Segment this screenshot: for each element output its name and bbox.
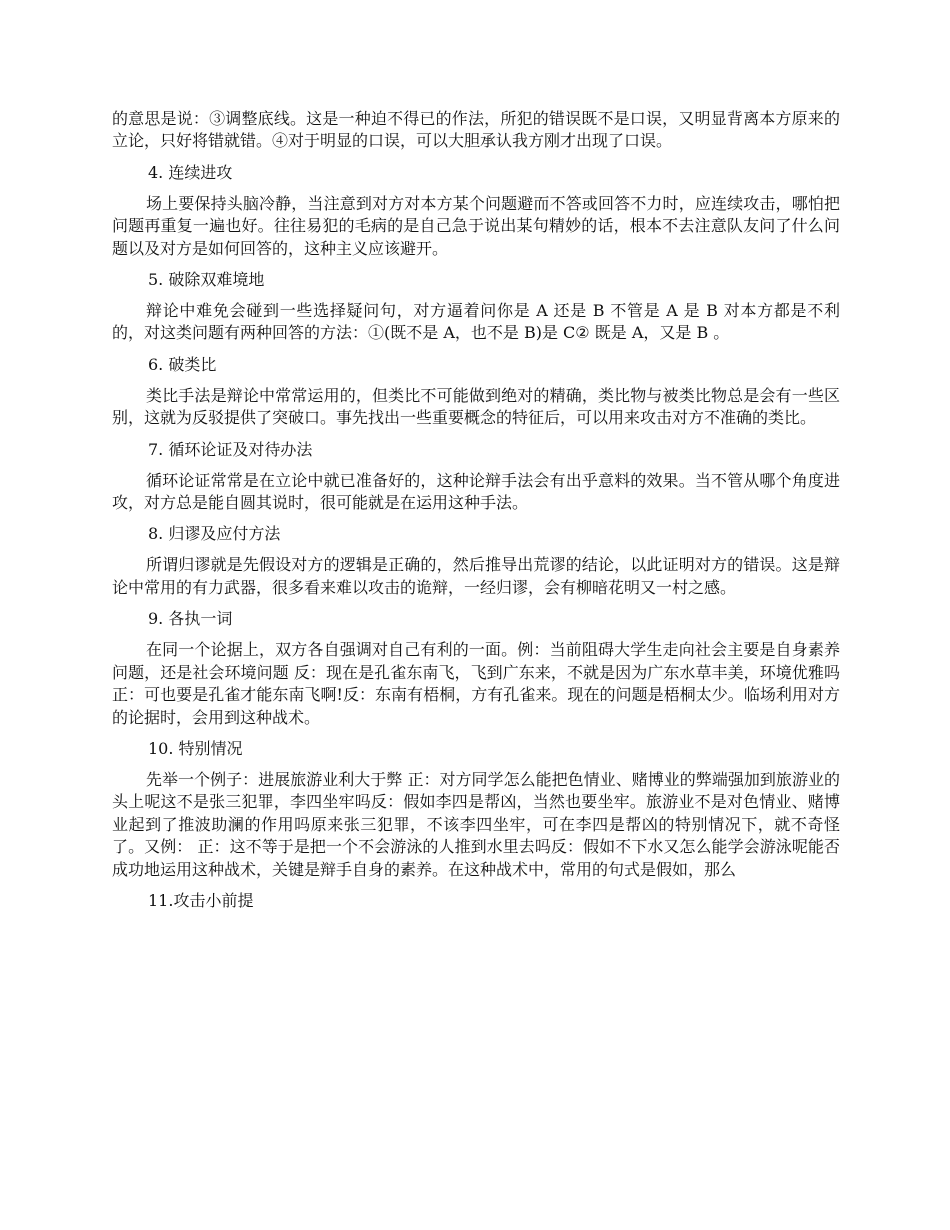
heading-circular-argument: 7. 循环论证及对待办法 bbox=[148, 439, 313, 459]
paragraph-break-dilemma: 辩论中难免会碰到一些选择疑问句，对方逼着问你是 A 还是 B 不管是 A 是 B 对本方都是不利的，对这类问题有两种回答的方法：①(既不是 A，也不是 B)是 C② 既是 A，又是 B 。 bbox=[112, 301, 840, 343]
document-page bbox=[112, 108, 840, 921]
heading-each-side: 9. 各执一词 bbox=[148, 609, 233, 629]
paragraph-circular-argument: 循环论证常常是在立论中就已准备好的，这种论辩手法会有出乎意料的效果。当不管从哪个角度进攻，对方总是能自圆其说时，很可能就是在运用这种手法。 bbox=[112, 470, 840, 513]
heading-break-dilemma: 5. 破除双难境地 bbox=[148, 270, 265, 290]
paragraph-intro: 的意思是说：③调整底线。这是一种迫不得已的作法，所犯的错误既不是口误，又明显背离本方原来的立论，只好将错就错。④对于明显的口误，可以大胆承认我方刚才出现了口误。 bbox=[112, 109, 840, 151]
paragraph-each-side: 在同一个论据上，双方各自强调对自己有利的一面。例：当前阻碍大学生走向社会主要是自身素养问题，还是社会环境问题 反：现在是孔雀东南飞，飞到广东来，不就是因为广东水草丰美，环境优雅吗 正：可也要是孔雀才能东南飞啊!反：东南有梧桐，方有孔雀来。现在的问题是梧桐太少。临场利用对方的论据时，会用到这种战术。 bbox=[112, 640, 840, 727]
paragraph-special-case: 先举一个例子：进展旅游业利大于弊 正：对方同学怎么能把色情业、赌博业的弊端强加到旅游业的头上呢这不是张三犯罪，李四坐牢吗反：假如李四是帮凶，当然也要坐牢。旅游业不是对色情业、赌博业起到了推波助澜的作用吗原来张三犯罪，不该李四坐牢，可在李四是帮凶的特别情况下，就不奇怪了。又例： 正：这不等于是把一个不会游泳的人推到水里去吗反：假如不下水又怎么能学会游泳呢能否成功地运用这种战术，关键是辩手自身的素养。在这种战术中，常用的句式是假如，那么 bbox=[112, 769, 840, 879]
heading-attack-minor-premise: 11.攻击小前提 bbox=[148, 890, 254, 910]
heading-reductio: 8. 归谬及应付方法 bbox=[148, 524, 281, 544]
heading-special-case: 10. 特别情况 bbox=[148, 738, 243, 758]
heading-continuous-attack: 4. 连续进攻 bbox=[148, 162, 233, 182]
heading-break-analogy: 6. 破类比 bbox=[148, 354, 217, 374]
paragraph-continuous-attack: 场上要保持头脑冷静，当注意到对方对本方某个问题避而不答或回答不力时，应连续攻击，哪怕把问题再重复一遍也好。往往易犯的毛病的是自己急于说出某句精妙的话，根本不去注意队友问了什么问题以及对方是如何回答的，这种主义应该避开。 bbox=[112, 193, 840, 258]
paragraph-break-analogy: 类比手法是辩论中常常运用的，但类比不可能做到绝对的精确，类比物与被类比物总是会有一些区别，这就为反驳提供了突破口。事先找出一些重要概念的特征后，可以用来攻击对方不准确的类比。 bbox=[112, 385, 840, 428]
paragraph-reductio: 所谓归谬就是先假设对方的逻辑是正确的，然后推导出荒谬的结论，以此证明对方的错误。这是辩论中常用的有力武器，很多看来难以攻击的诡辩，一经归谬，会有柳暗花明又一村之感。 bbox=[112, 555, 840, 597]
